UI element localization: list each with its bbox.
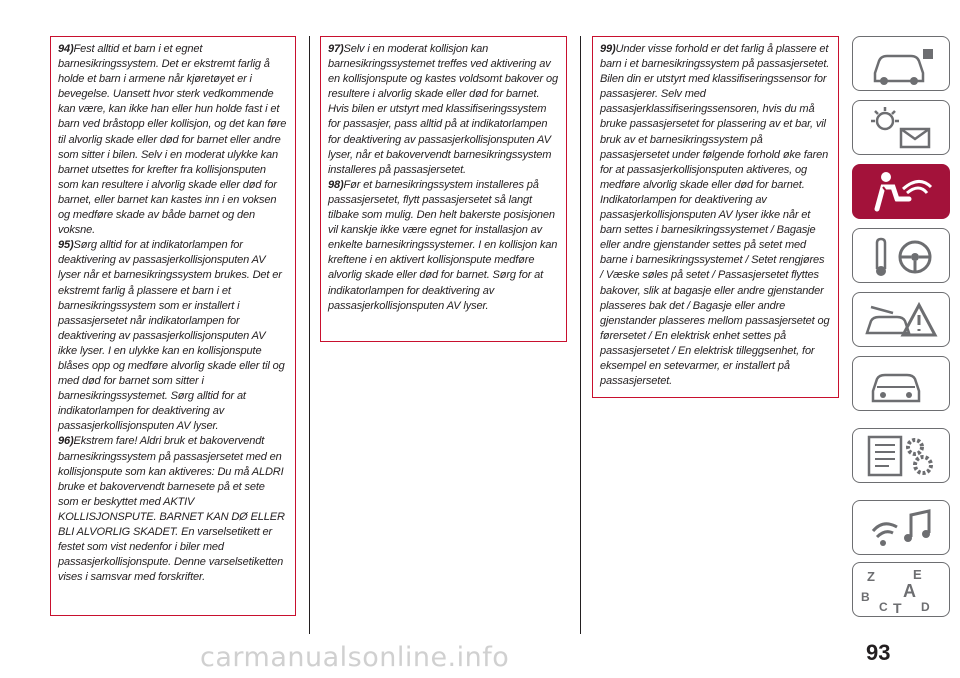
warning-text: Ekstrem fare! Aldri bruk et bakovervendt barnesikringssystem på passasjersetet med en kollisjonspute som kan aktiveres: Du må ALDRI bruke et bakovervendt barnesete på et sete som er beskyttet med AKTIV KOLLISJONSPUTE. BARNET KAN DØ ELLER BLI ALVORLIG SKADET. En varselsetikett er festet som vist nedenfor i biler med passasjerkollisjonspute. Denne varselsetiketten vises i samsvar med forskrifter. xyxy=(58,435,285,584)
warning-text: Sørg alltid for at indikatorlampen for deaktivering av passasjerkollisjonsputen AV lyser når et barnesikringssystem brukes. Det er ekstremt farlig å plassere et barn i et barnesikringssystem som er installert i passasjersetet når indikatorlampen for deaktivering av passasjerkollisjonsputen AV ikke lyser. I en ulykke kan en kollisjonspute blåses opp og medføre alvorlig skade eller til og med død for barnet som sitter i barnesikringssystemet. Sørg alltid for at indikatorlampen for deaktivering av passasjerkollisjonsputen AV lyser. xyxy=(58,239,285,433)
warning-text: Selv i en moderat kollisjon kan barnesikringssystemet treffes ved aktivering av en kollisjonspute og kastes voldsomt bakover og resultere i alvorlig skade eller død for barnet. Hvis bilen er utstyrt med klassifiseringssystem for passasjer, pass alltid på at indikatorlampen for deaktivering av passasjerkollisjonsputen AV lyser, når et bakovervendt barnesikringssystem installeres på passasjersetet. xyxy=(328,43,558,176)
steering-wheel-key-icon xyxy=(853,229,948,281)
index-letter: E xyxy=(913,567,922,582)
tab-starting-driving[interactable] xyxy=(852,228,950,283)
warning-99 xyxy=(600,42,830,389)
column-rule xyxy=(309,36,310,634)
watermark: carmanualsonline.info xyxy=(200,642,510,673)
car-info-icon xyxy=(853,37,948,89)
multimedia-icon xyxy=(853,501,948,553)
warning-ref: 94) xyxy=(58,43,74,55)
page-number: 93 xyxy=(866,640,891,665)
warning-box-99 xyxy=(592,36,839,398)
warning-ref: 98) xyxy=(328,178,344,191)
seatbelt-safety-icon xyxy=(853,165,948,217)
tab-emergency[interactable] xyxy=(852,292,950,347)
index-letter: Z xyxy=(867,569,875,584)
tab-safety[interactable] xyxy=(852,164,950,219)
tab-index[interactable] xyxy=(852,562,950,617)
warning-ref: 97) xyxy=(328,43,344,55)
warning-box-94-96 xyxy=(50,36,296,616)
car-service-icon xyxy=(853,357,948,409)
dashboard-warning-icon xyxy=(853,101,948,153)
warning-ref: 96) xyxy=(58,435,74,448)
warning-97 xyxy=(328,42,558,178)
warning-text: Før et barnesikringssystem installeres på passasjersetet, flytt passasjersetet så langt tilbake som mulig. Den helt bakerste posisjonen vil kanskje ikke være egnet for installasjon av enkelte barnesikringssystemer. I en kollisjon kan kreftene i en aktivert kollisjonspute medføre alvorlig skade eller død for barnet. Sørg for at indikatorlampen for deaktivering av passasjerkollisjonsputen AV lyser. xyxy=(328,178,558,312)
index-letter: A xyxy=(903,581,916,601)
index-letter: D xyxy=(921,600,930,614)
column-rule xyxy=(580,36,581,634)
warning-box-97-98 xyxy=(320,36,567,342)
tab-maintenance[interactable] xyxy=(852,356,950,411)
index-letters-icon xyxy=(853,563,948,615)
warning-94 xyxy=(58,42,287,238)
index-letter: B xyxy=(861,590,870,604)
breakdown-warning-icon xyxy=(853,293,948,345)
warning-text: Under visse forhold er det farlig å plassere et barn i et barnesikringssystem på passasjersetet. Bilen din er utstyrt med klassifiseringssensor for passasjerer. Selv med passasjerklassifiseringssensoren, hvis du må bruke passasjersetet for plassering av et bar, vil bruk av et barnesikringssystem på passasjersetet under følgende forhold øke faren for at passasjerkollisjonsputen aktiveres, og medføre alvorlig skade eller død for barnet. Indikatorlampen for deaktivering av passasjerkollisjonsputen AV lyser ikke når et barn settes i barnesikringssystemet / Bagasje eller andre gjenstander settes på setet med barne i barnesikringssystemet / Setet rengjøres / Væske søles på setet / Passasjersetet flyttes bakover, slik at bagasje eller andre gjenstander plasseres bak det / Bagasje eller andre gjenstander plasseres mellom passasjersetet og førersetet / En elektrisk enhet settes på passasjersetet / En elektrisk tilleggsenhet, for eksempel en setevarmer, er installert på passasjersetet. xyxy=(600,43,830,388)
index-letter: T xyxy=(893,600,902,615)
tab-technical-data[interactable] xyxy=(852,428,950,483)
tab-dashboard[interactable] xyxy=(852,100,950,155)
warning-ref: 99) xyxy=(600,43,616,55)
tab-car-overview[interactable] xyxy=(852,36,950,91)
technical-data-icon xyxy=(853,429,948,481)
index-letter: C xyxy=(879,600,888,614)
tab-multimedia[interactable] xyxy=(852,500,950,555)
warning-text: Fest alltid et barn i et egnet barnesikringssystem. Det er ekstremt farlig å holde et barn i armene når kjøretøyet er i bevegelse. Uansett hvor sterk vedkommende kan være, kan ikke han eller hun holde fast i et barn ved bråstopp eller kollisjon, og det kan føre til alvorlig skade eller død for barnet eller andre som sitter i bilen. Selv i en moderat ulykke kan barnet utsettes for krefter fra kollisjonsputen som kan resultere i alvorlig skade eller død for barnet, eller barnet kan kastes inn i en voksen og medføre skade av både barnet og den voksne. xyxy=(58,43,287,237)
warning-95 xyxy=(58,238,287,434)
warning-98 xyxy=(328,178,558,314)
warning-96 xyxy=(58,434,287,585)
warning-ref: 95) xyxy=(58,239,74,252)
